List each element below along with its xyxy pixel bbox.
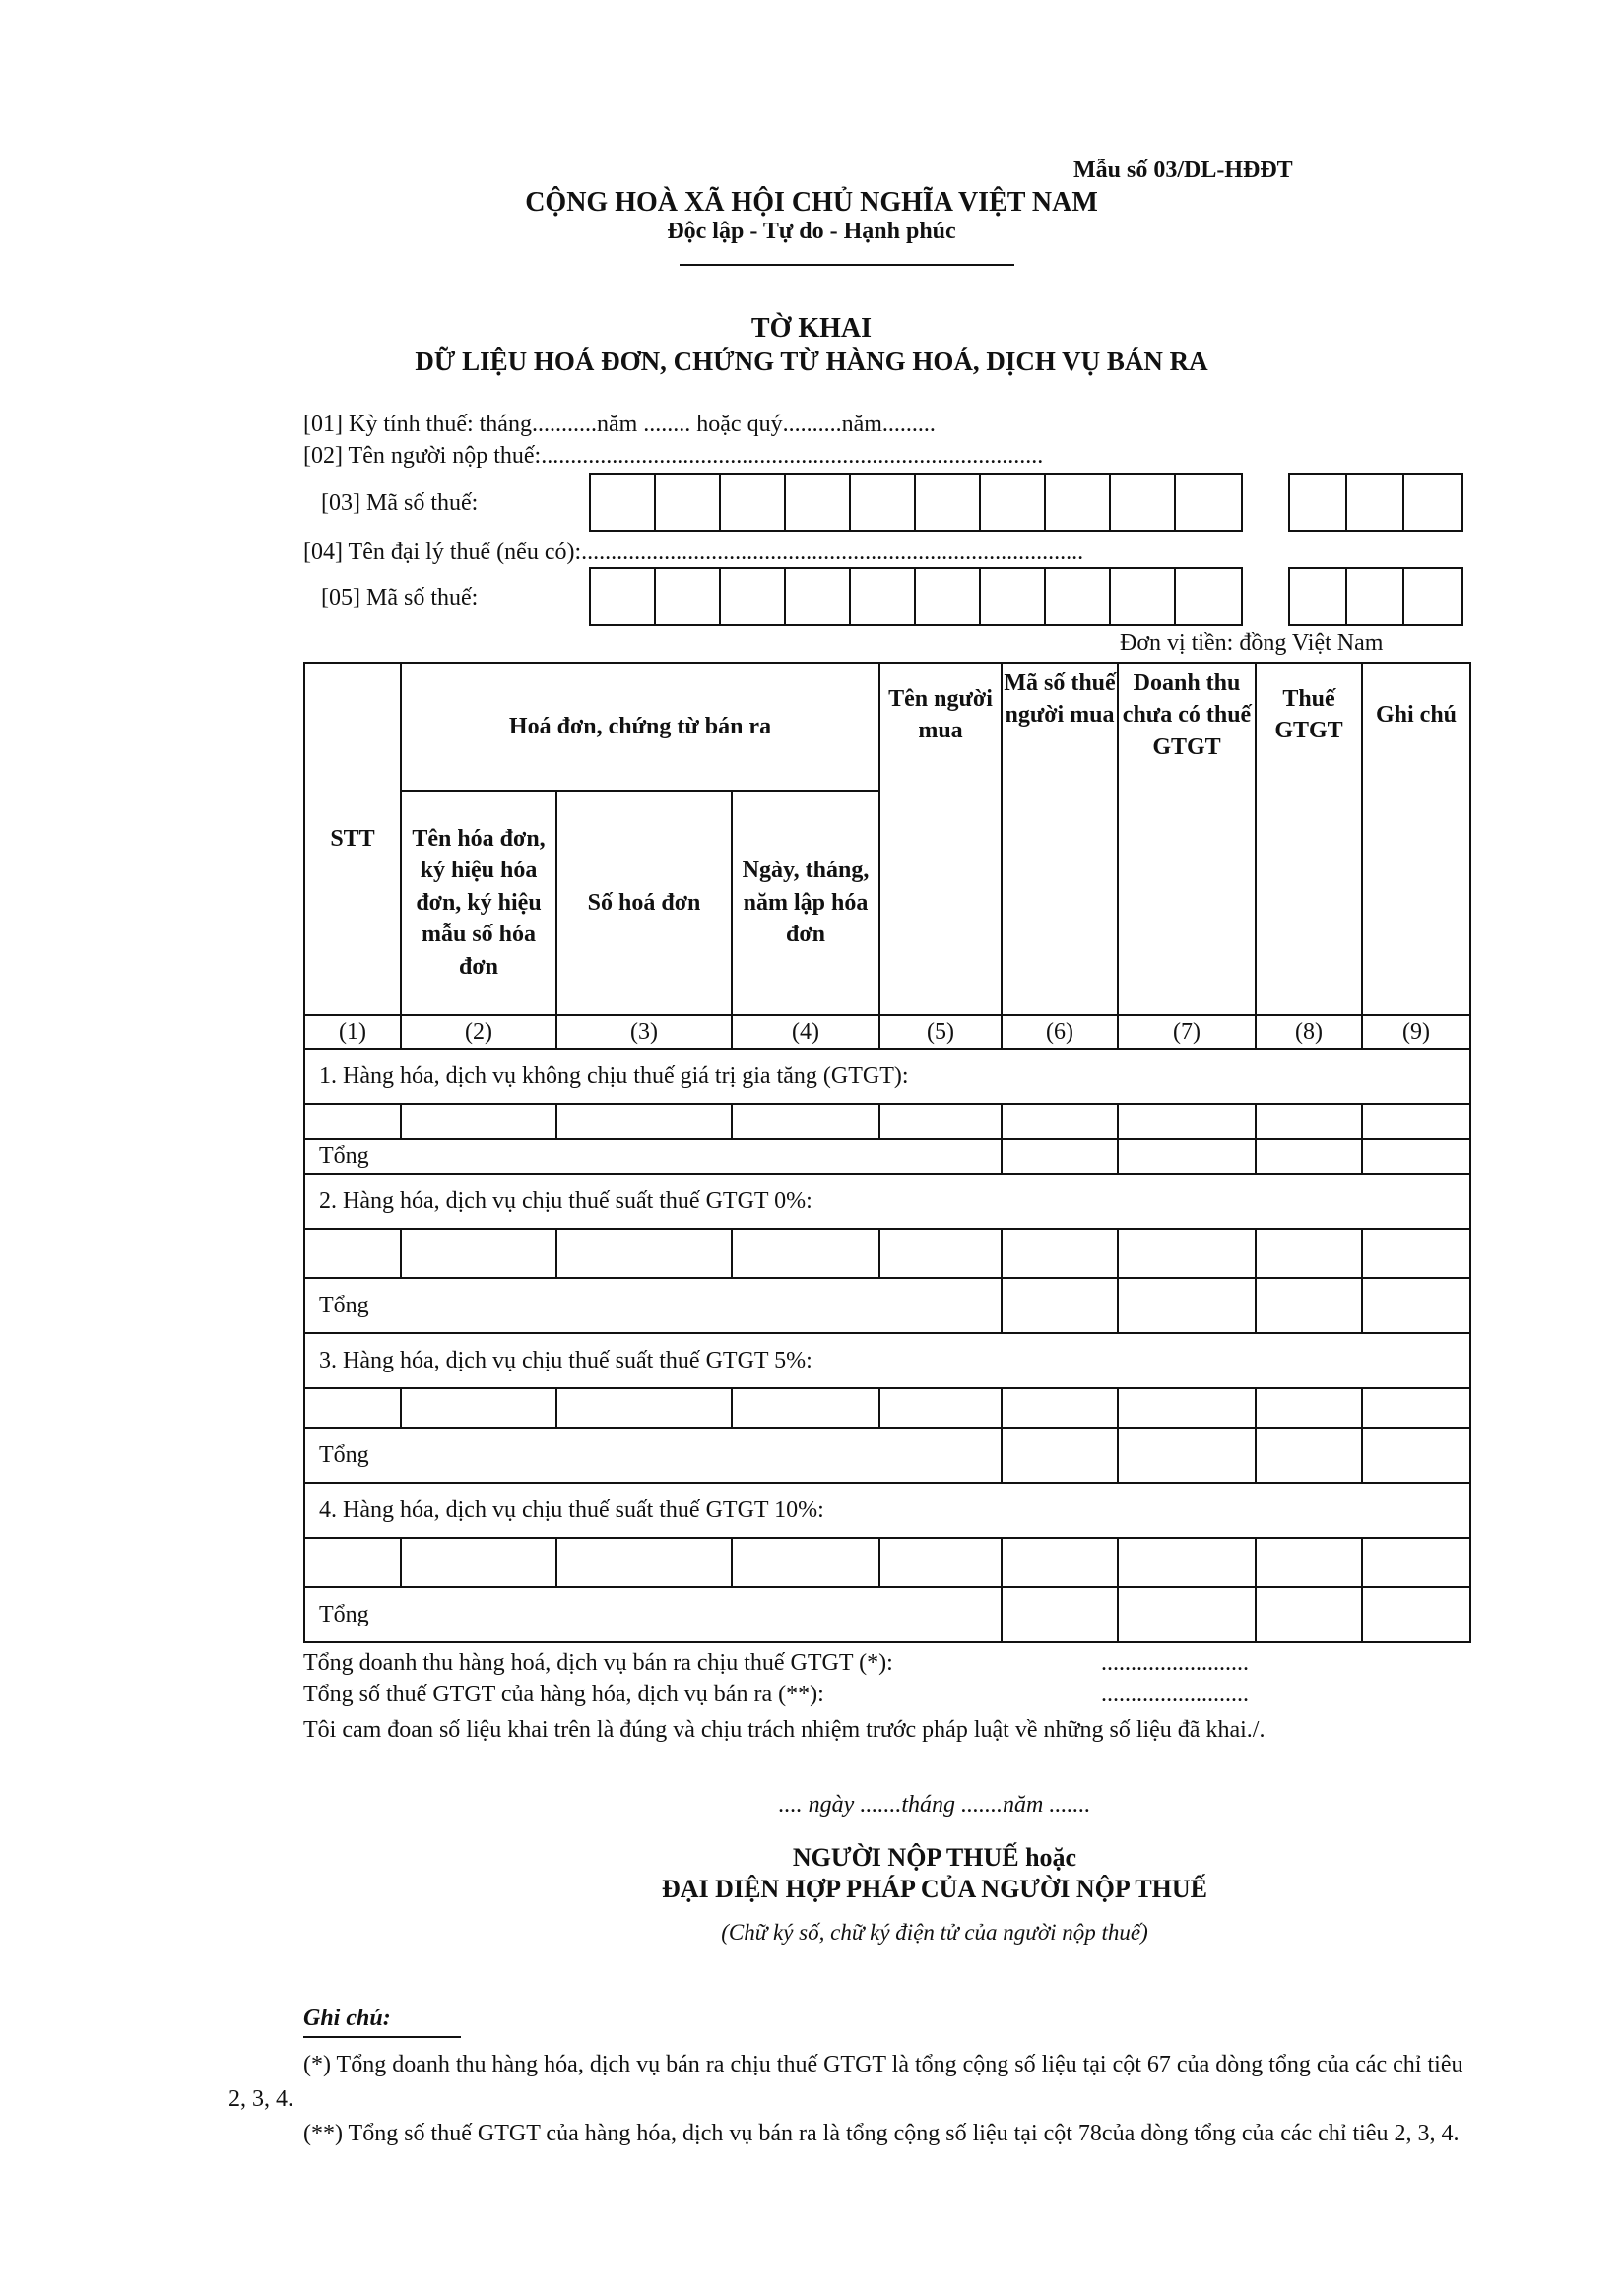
field-05-tax-code-boxes[interactable]: [589, 567, 1243, 626]
total-revenue-value[interactable]: .........................: [1101, 1650, 1249, 1676]
table-row[interactable]: [304, 1538, 1470, 1587]
section-title: 4. Hàng hóa, dịch vụ chịu thuế suất thuế GTGT 10%:: [304, 1483, 1470, 1538]
pledge-statement: Tôi cam đoan số liệu khai trên là đúng và chịu trách nhiệm trước pháp luật về những số liệu đã khai./.: [303, 1717, 1266, 1743]
field-02-taxpayer-name: [02] Tên người nộp thuế:.....................................................................................: [303, 443, 1044, 469]
signature-title-line2: ĐẠI DIỆN HỢP PHÁP CỦA NGƯỜI NỘP THUẾ: [662, 1875, 1207, 1903]
table-row[interactable]: [304, 1388, 1470, 1428]
col-number: (7): [1118, 1015, 1256, 1049]
table-row[interactable]: [304, 1104, 1470, 1139]
notes-divider: [303, 2036, 461, 2038]
field-05-tax-code-label: [05] Mã số thuế:: [321, 585, 479, 610]
section-title: 1. Hàng hóa, dịch vụ không chịu thuế giá trị gia tăng (GTGT):: [304, 1049, 1470, 1104]
col-number: (3): [556, 1015, 732, 1049]
header-invoice-group: Hoá đơn, chứng từ bán ra: [401, 663, 879, 791]
note-2: (**) Tổng số thuế GTGT của hàng hóa, dịch vụ bán ra là tổng cộng số liệu tại cột 78của dòng tổng của các chỉ tiêu 2, 3, 4.: [303, 2121, 1460, 2146]
header-stt: STT: [304, 663, 401, 1015]
total-vat-label: Tổng số thuế GTGT của hàng hóa, dịch vụ bán ra (**):: [303, 1682, 824, 1707]
field-03-tax-code-branch-boxes[interactable]: [1288, 473, 1463, 532]
header-buyer-tax-code: Mã số thuế người mua: [1002, 663, 1118, 1015]
signature-note: (Chữ ký số, chữ ký điện tử của người nộp thuế): [721, 1920, 1148, 1945]
header-buyer-name: Tên người mua: [879, 663, 1002, 1015]
total-revenue-label: Tổng doanh thu hàng hoá, dịch vụ bán ra chịu thuế GTGT (*):: [303, 1650, 893, 1676]
col-number: (6): [1002, 1015, 1118, 1049]
form-code: Mẫu số 03/DL-HĐĐT: [1073, 158, 1293, 183]
section-total-label: Tổng: [304, 1428, 1002, 1483]
header-invoice-name: Tên hóa đơn, ký hiệu hóa đơn, ký hiệu mẫu số hóa đơn: [401, 791, 556, 1015]
signature-title-line1: NGƯỜI NỘP THUẾ hoặc: [792, 1843, 1077, 1872]
col-number: (8): [1256, 1015, 1362, 1049]
section-total-label: Tổng: [304, 1139, 1002, 1173]
section-total-label: Tổng: [304, 1587, 1002, 1642]
header-notes: Ghi chú: [1362, 663, 1470, 1015]
notes-heading: Ghi chú:: [303, 2006, 391, 2031]
field-04-agent-name: [04] Tên đại lý thuế (nếu có):.....................................................................................: [303, 540, 1084, 565]
document-subtitle: DỮ LIỆU HOÁ ĐƠN, CHỨNG TỪ HÀNG HOÁ, DỊCH VỤ BÁN RA: [415, 347, 1208, 376]
table-row[interactable]: [304, 1229, 1470, 1278]
header-invoice-number: Số hoá đơn: [556, 791, 732, 1015]
total-vat-value[interactable]: .........................: [1101, 1682, 1249, 1707]
section-total-label: Tổng: [304, 1278, 1002, 1333]
section-title: 2. Hàng hóa, dịch vụ chịu thuế suất thuế GTGT 0%:: [304, 1174, 1470, 1229]
field-05-tax-code-branch-boxes[interactable]: [1288, 567, 1463, 626]
document-title: TỜ KHAI: [750, 313, 873, 344]
field-01-tax-period: [01] Kỳ tính thuế: tháng...........năm ........ hoặc quý..........năm.........: [303, 412, 936, 437]
note-1: (*) Tổng doanh thu hàng hóa, dịch vụ bán ra chịu thuế GTGT là tổng cộng số liệu tại cột 67 của dòng tổng của các chỉ tiêu 2, 3, 4.: [228, 2052, 1463, 2112]
header-vat: Thuế GTGT: [1256, 663, 1362, 1015]
header-revenue: Doanh thu chưa có thuế GTGT: [1118, 663, 1256, 1015]
national-motto: Độc lập - Tự do - Hạnh phúc: [667, 219, 956, 244]
col-number: (4): [732, 1015, 879, 1049]
section-title: 3. Hàng hóa, dịch vụ chịu thuế suất thuế GTGT 5%:: [304, 1333, 1470, 1388]
signature-date-line: .... ngày .......tháng .......năm .......: [778, 1792, 1091, 1818]
invoice-data-table: [303, 662, 1471, 1643]
currency-unit: Đơn vị tiền: đồng Việt Nam: [1120, 630, 1384, 656]
col-number: (2): [401, 1015, 556, 1049]
header-invoice-date: Ngày, tháng, năm lập hóa đơn: [732, 791, 879, 1015]
col-number: (9): [1362, 1015, 1470, 1049]
col-number: (5): [879, 1015, 1002, 1049]
field-03-tax-code-boxes[interactable]: [589, 473, 1243, 532]
col-number: (1): [304, 1015, 401, 1049]
field-03-tax-code-label: [03] Mã số thuế:: [321, 490, 479, 516]
republic-name: CỘNG HOÀ XÃ HỘI CHỦ NGHĨA VIỆT NAM: [525, 187, 1098, 218]
header-underline: [680, 264, 1014, 266]
